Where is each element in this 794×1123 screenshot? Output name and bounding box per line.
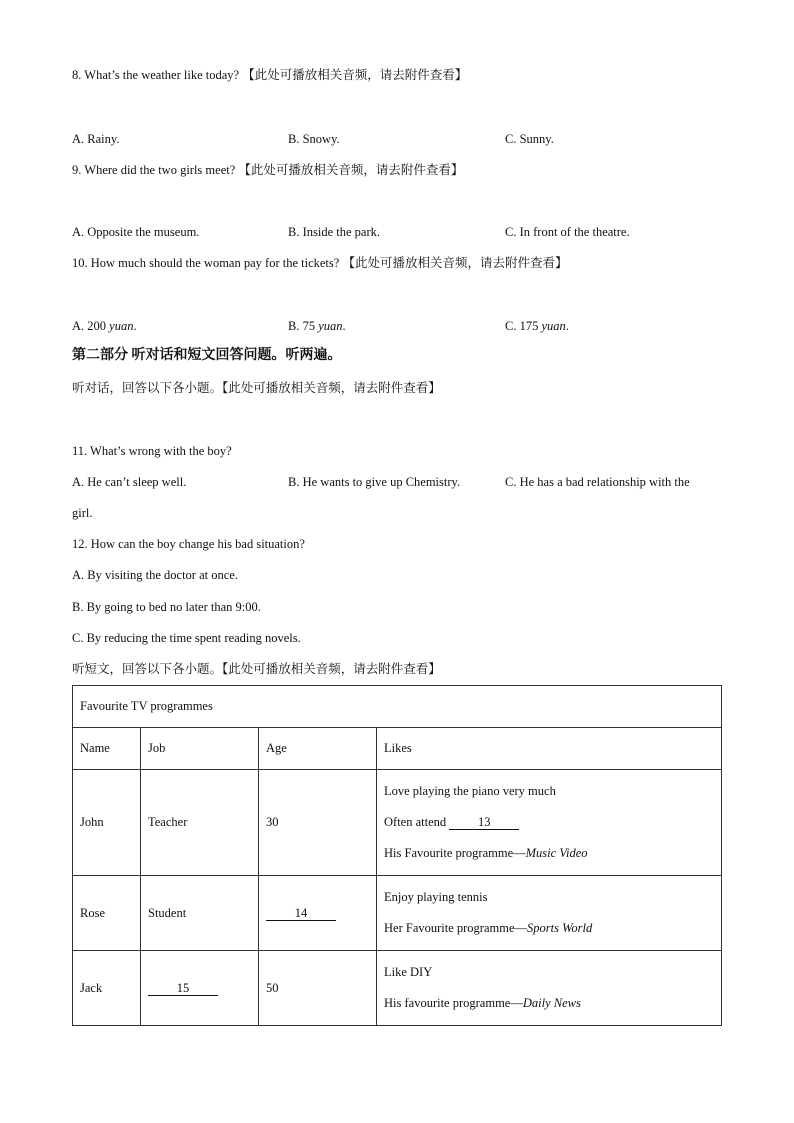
cell-job: [141, 951, 259, 1026]
cell-likes: [377, 876, 722, 951]
q12-option-a: A. By visiting the doctor at once.: [72, 568, 238, 582]
q9-option-a: A. Opposite the museum.: [72, 225, 200, 239]
cell-likes: [377, 951, 722, 1026]
passage-intro: 听短文，回答以下各小题。: [72, 662, 223, 676]
question-9-stem: 9. Where did the two girls meet?: [72, 163, 236, 177]
answer-blank-15[interactable]: 15: [148, 981, 218, 996]
q8-option-b: B. Snowy.: [288, 132, 340, 146]
tv-programmes-table: [72, 685, 722, 1026]
currency-unit: yuan: [318, 319, 343, 333]
q9-option-b: B. Inside the park.: [288, 225, 380, 239]
like-line: Like DIY: [384, 965, 433, 979]
audio-note[interactable]: 【此处可播放相关音频，请去附件查看】: [222, 381, 441, 395]
like-line: [384, 838, 714, 869]
like-line: Enjoy playing tennis: [384, 890, 488, 904]
question-8-stem: 8. What’s the weather like today?: [72, 68, 240, 82]
cell-age: 50: [259, 951, 377, 1026]
dialogue-instruction: [72, 380, 441, 396]
question-10: [72, 255, 567, 271]
audio-note[interactable]: 【此处可播放相关音频，请去附件查看】: [342, 256, 568, 270]
question-12-stem: 12. How can the boy change his bad situation?: [72, 537, 305, 551]
audio-note[interactable]: 【此处可播放相关音频，请去附件查看】: [242, 68, 468, 82]
cell-name: Jack: [73, 951, 141, 1026]
q8-option-c: C. Sunny.: [505, 132, 554, 146]
cell-job: Student: [141, 876, 259, 951]
table-header-row: [73, 728, 722, 770]
table-row-rose: [73, 876, 722, 951]
audio-note[interactable]: 【此处可播放相关音频，请去附件查看】: [238, 163, 464, 177]
period: .: [565, 319, 569, 333]
header-likes: Likes: [377, 728, 722, 770]
period: .: [342, 319, 346, 333]
programme-name: Daily News: [522, 996, 581, 1010]
table-row-john: [73, 770, 722, 876]
q10-option-c-amount: C. 175: [505, 319, 539, 333]
like-line: [384, 913, 714, 944]
question-8: [72, 67, 467, 83]
q11-option-c: C. He has a bad relationship with the: [505, 475, 690, 489]
like-prefix: His favourite programme—: [384, 996, 523, 1010]
cell-name: Rose: [73, 876, 141, 951]
like-prefix: Her Favourite programme—: [384, 921, 528, 935]
q11-option-b: B. He wants to give up Chemistry.: [288, 475, 461, 489]
header-age: Age: [259, 728, 377, 770]
answer-blank-14[interactable]: 14: [266, 906, 336, 921]
cell-name: John: [73, 770, 141, 876]
cell-likes: [377, 770, 722, 876]
like-prefix: His Favourite programme—: [384, 846, 526, 860]
audio-note[interactable]: 【此处可播放相关音频，请去附件查看】: [222, 662, 441, 676]
table-row-jack: [73, 951, 722, 1026]
part-2-heading: 第二部分 听对话和短文回答问题。听两遍。: [72, 348, 342, 363]
table-title-row: [73, 686, 722, 728]
cell-age: 30: [259, 770, 377, 876]
answer-blank-13[interactable]: 13: [449, 815, 519, 830]
currency-unit: yuan: [109, 319, 134, 333]
question-11-stem: 11. What’s wrong with the boy?: [72, 444, 232, 458]
cell-age: [259, 876, 377, 951]
like-prefix: Often attend: [384, 815, 447, 829]
currency-unit: yuan: [541, 319, 566, 333]
programme-name: Sports World: [527, 921, 593, 935]
q12-option-b: B. By going to bed no later than 9:00.: [72, 600, 261, 614]
cell-job: Teacher: [141, 770, 259, 876]
q10-option-b: [288, 318, 346, 334]
q10-option-a: [72, 318, 137, 334]
question-9: [72, 162, 463, 178]
dialogue-intro: 听对话，回答以下各小题。: [72, 381, 223, 395]
like-line: [384, 807, 714, 838]
q10-option-a-amount: A. 200: [72, 319, 107, 333]
passage-instruction: [72, 661, 441, 677]
header-name: Name: [73, 728, 141, 770]
like-line: [384, 988, 714, 1019]
period: .: [133, 319, 137, 333]
programme-name: Music Video: [525, 846, 588, 860]
table-title: Favourite TV programmes: [73, 686, 722, 728]
q11-option-c-continued: girl.: [72, 506, 93, 520]
like-line: Love playing the piano very much: [384, 784, 556, 798]
q10-option-b-amount: B. 75: [288, 319, 316, 333]
q9-option-c: C. In front of the theatre.: [505, 225, 630, 239]
q8-option-a: A. Rainy.: [72, 132, 120, 146]
header-job: Job: [141, 728, 259, 770]
q12-option-c: C. By reducing the time spent reading novels.: [72, 631, 301, 645]
q10-option-c: [505, 318, 569, 334]
q11-option-a: A. He can’t sleep well.: [72, 475, 187, 489]
question-10-stem: 10. How much should the woman pay for the tickets?: [72, 256, 340, 270]
